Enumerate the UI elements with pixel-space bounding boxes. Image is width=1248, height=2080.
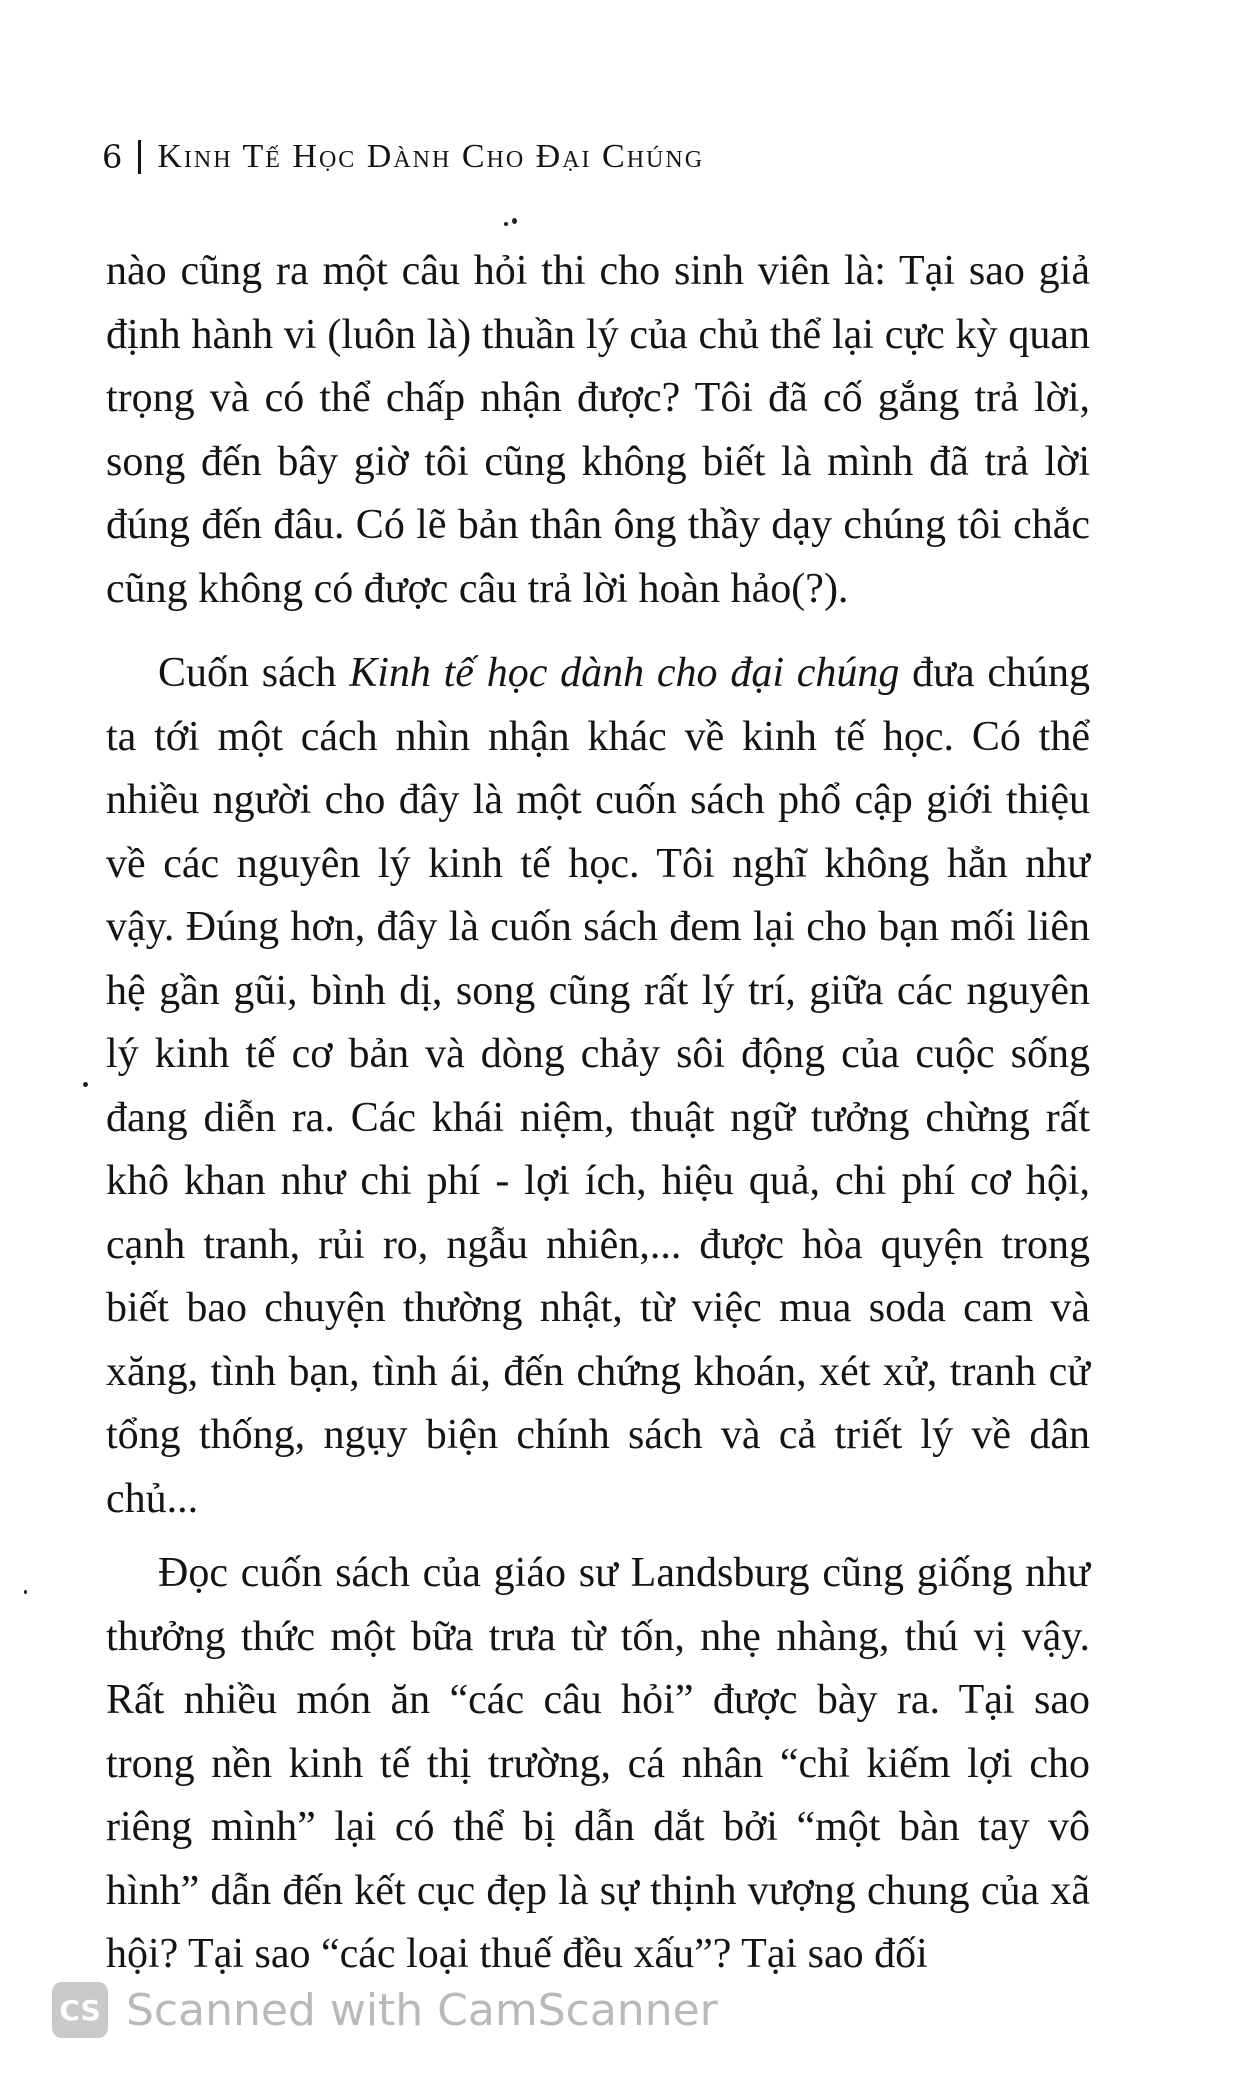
- book-title-italic: Kinh tế học dành cho đại chúng: [349, 650, 900, 696]
- scan-speck: [83, 1082, 88, 1087]
- scan-speck: [504, 222, 508, 226]
- paragraph-2: [106, 642, 1090, 1531]
- header-divider: [138, 140, 141, 174]
- running-header: [102, 138, 704, 176]
- scan-speck: [24, 1590, 27, 1594]
- paragraph-2-text: [106, 642, 1090, 1531]
- paragraph-3-text: Đọc cuốn sách của giáo sư Landsburg cũng giống như thưởng thức một bữa trưa từ tốn, nhẹ nhàng, thú vị vậy. Rất nhiều món ăn “các câu hỏi” được bày ra. Tại sao trong nền kinh tế thị trường, cá nhân “chỉ kiếm lợi cho riêng mình” lại có thể bị dẫn dắt bởi “một bàn tay vô hình” dẫn đến kết cục đẹp là sự thịnh vượng chung của xã hội? Tại sao “các loại thuế đều xấu”? Tại sao đối: [106, 1550, 1090, 1977]
- camscanner-watermark: [52, 1982, 718, 2038]
- paragraph-1: [106, 240, 1090, 621]
- paragraph-2-lead: Cuốn sách: [158, 650, 350, 696]
- book-title: Kinh Tế Học Dành Cho Đại Chúng: [157, 138, 705, 175]
- paragraph-2-rest: đưa chúng ta tới một cách nhìn nhận khác về kinh tế học. Có thể nhiều người cho đây là một cuốn sách phổ cập giới thiệu về các nguyên lý kinh tế học. Tôi nghĩ không hẳn như vậy. Đúng hơn, đây là cuốn sách đem lại cho bạn mối liên hệ gần gũi, bình dị, song cũng rất lý trí, giữa các nguyên lý kinh tế cơ bản và dòng chảy sôi động của cuộc sống đang diễn ra. Các khái niệm, thuật ngữ tưởng chừng rất khô khan như chi phí - lợi ích, hiệu quả, chi phí cơ hội, cạnh tranh, rủi ro, ngẫu nhiên,... được hòa quyện trong biết bao chuyện thường nhật, từ việc mua soda cam và xăng, tình bạn, tình ái, đến chứng khoán, xét xử, tranh cử tổng thống, ngụy biện chính sách và cả triết lý về dân chủ...: [106, 650, 1090, 1522]
- camscanner-logo-icon: CS: [52, 1982, 108, 2038]
- scan-speck: [512, 218, 517, 224]
- camscanner-text: Scanned with CamScanner: [126, 1984, 718, 2036]
- paragraph-3: [106, 1542, 1090, 1987]
- page-number: 6: [102, 138, 125, 176]
- paragraph-1-text: nào cũng ra một câu hỏi thi cho sinh viên là: Tại sao giả định hành vi (luôn là) thuần lý của chủ thể lại cực kỳ quan trọng và có thể chấp nhận được? Tôi đã cố gắng trả lời, song đến bây giờ tôi cũng không biết là mình đã trả lời đúng đến đâu. Có lẽ bản thân ông thầy dạy chúng tôi chắc cũng không có được câu trả lời hoàn hảo(?).: [106, 248, 1090, 612]
